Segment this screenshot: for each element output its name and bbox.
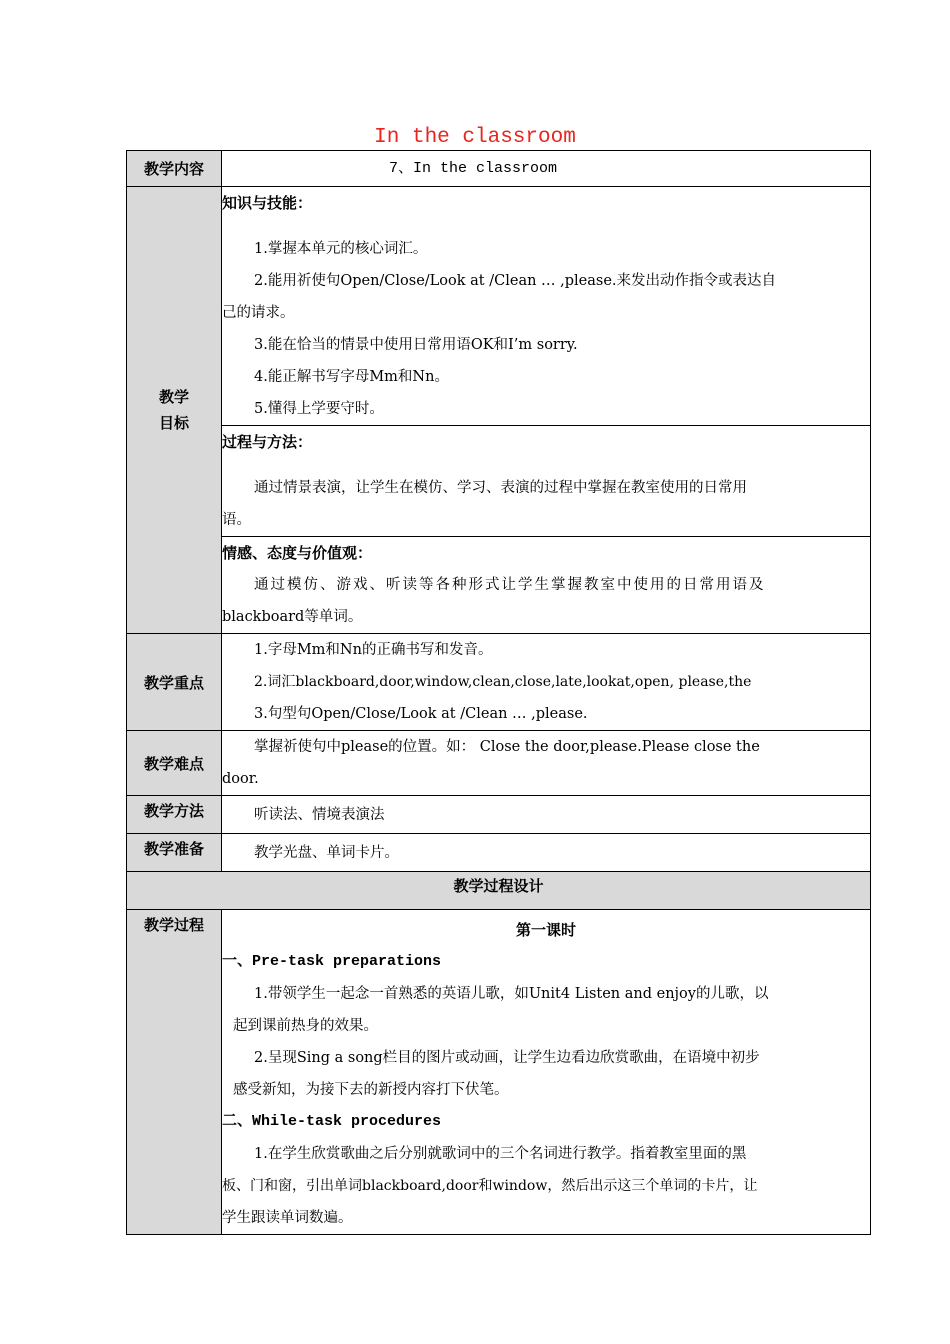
document-title: In the classroom <box>374 126 576 149</box>
row-preparation <box>127 834 871 872</box>
knowledge-line-4: 4.能正解书写字母Mm和Nn。 <box>254 369 449 385</box>
key-cell <box>222 634 871 731</box>
label-method <box>127 796 222 834</box>
emotion-cell <box>222 537 871 634</box>
process-line-1b: 语。 <box>222 512 251 528</box>
knowledge-heading: 知识与技能： <box>222 194 313 212</box>
content-title: 7、In the classroom <box>389 159 558 177</box>
label-goals-text: 教学 目标 <box>158 388 189 432</box>
procedure-cell <box>222 910 871 1235</box>
section-2-heading: 二、While-task procedures <box>222 1113 442 1130</box>
knowledge-line-1: 1.掌握本单元的核心词汇。 <box>254 241 428 257</box>
label-procedure <box>127 910 222 1235</box>
key-line-3: 3.句型句Open/Close/Look at /Clean … ,please. <box>254 706 588 722</box>
content-value <box>222 151 871 187</box>
label-method-text: 教学方法 <box>143 802 204 820</box>
label-preparation-text: 教学准备 <box>143 840 204 858</box>
section-1-line-2: 2.呈现Sing a song栏目的图片或动画，让学生边看边欣赏歌曲，在语境中初步 <box>254 1050 760 1066</box>
knowledge-line-3: 3.能在恰当的情景中使用日常用语OK和I’m sorry. <box>254 337 578 353</box>
knowledge-cell <box>222 187 871 426</box>
row-knowledge <box>127 187 871 426</box>
row-process <box>127 426 871 537</box>
key-line-2: 2.词汇blackboard,door,window,clean,close,late,lookat,open, please,the <box>254 674 752 690</box>
lesson-plan-table <box>126 150 871 1235</box>
method-value: 听读法、情境表演法 <box>254 806 385 823</box>
label-key-points: 教学重点 <box>127 634 222 731</box>
row-method <box>127 796 871 834</box>
label-preparation <box>127 834 222 872</box>
section-2-line-1: 1.在学生欣赏歌曲之后分别就歌词中的三个名词进行教学。指着教室里面的黑 <box>254 1146 747 1162</box>
process-cell <box>222 426 871 537</box>
label-goals <box>127 187 222 634</box>
row-design-heading <box>127 872 871 910</box>
key-line-1: 1.字母Mm和Nn的正确书写和发音。 <box>254 642 493 658</box>
row-key-points <box>127 634 871 731</box>
design-heading: 教学过程设计 <box>127 872 871 910</box>
emotion-line-1b: blackboard等单词。 <box>222 609 363 625</box>
row-emotion <box>127 537 871 634</box>
section-2-line-1b: 板、门和窗，引出单词blackboard,door和window，然后出示这三个单词的卡片，让 <box>222 1178 758 1194</box>
section-1-line-1b: 起到课前热身的效果。 <box>233 1018 378 1034</box>
difficulty-line-1b: door. <box>222 771 259 787</box>
knowledge-line-5: 5.懂得上学要守时。 <box>254 401 384 417</box>
row-procedure <box>127 910 871 1235</box>
method-cell <box>222 796 871 834</box>
knowledge-line-2b: 己的请求。 <box>222 305 295 321</box>
row-difficulty <box>127 731 871 796</box>
knowledge-line-2: 2.能用祈使句Open/Close/Look at /Clean … ,please.来发出动作指令或表达自 <box>254 273 777 289</box>
label-difficulty: 教学难点 <box>127 731 222 796</box>
section-2-line-1c: 学生跟读单词数遍。 <box>222 1210 353 1226</box>
label-content: 教学内容 <box>127 151 222 187</box>
process-heading: 过程与方法： <box>222 433 313 451</box>
period-heading: 第一课时 <box>515 921 576 939</box>
difficulty-line-1: 掌握祈使句中please的位置。如： Close the door,please.Please close the <box>254 739 760 755</box>
section-1-heading: 一、Pre-task preparations <box>222 953 442 970</box>
emotion-heading: 情感、态度与价值观： <box>222 544 373 562</box>
preparation-value: 教学光盘、单词卡片。 <box>254 844 399 861</box>
preparation-cell <box>222 834 871 872</box>
section-1-line-1: 1.带领学生一起念一首熟悉的英语儿歌，如Unit4 Listen and enjoy的儿歌，以 <box>254 986 769 1002</box>
process-line-1: 通过情景表演，让学生在模仿、学习、表演的过程中掌握在教室使用的日常用 <box>254 480 747 496</box>
difficulty-cell <box>222 731 871 796</box>
emotion-line-1: 通过模仿、游戏、听读等各种形式让学生掌握教室中使用的日常用语及 <box>254 577 766 593</box>
label-procedure-text: 教学过程 <box>143 916 204 934</box>
row-content <box>127 151 871 187</box>
section-1-line-2b: 感受新知，为接下去的新授内容打下伏笔。 <box>233 1082 509 1098</box>
